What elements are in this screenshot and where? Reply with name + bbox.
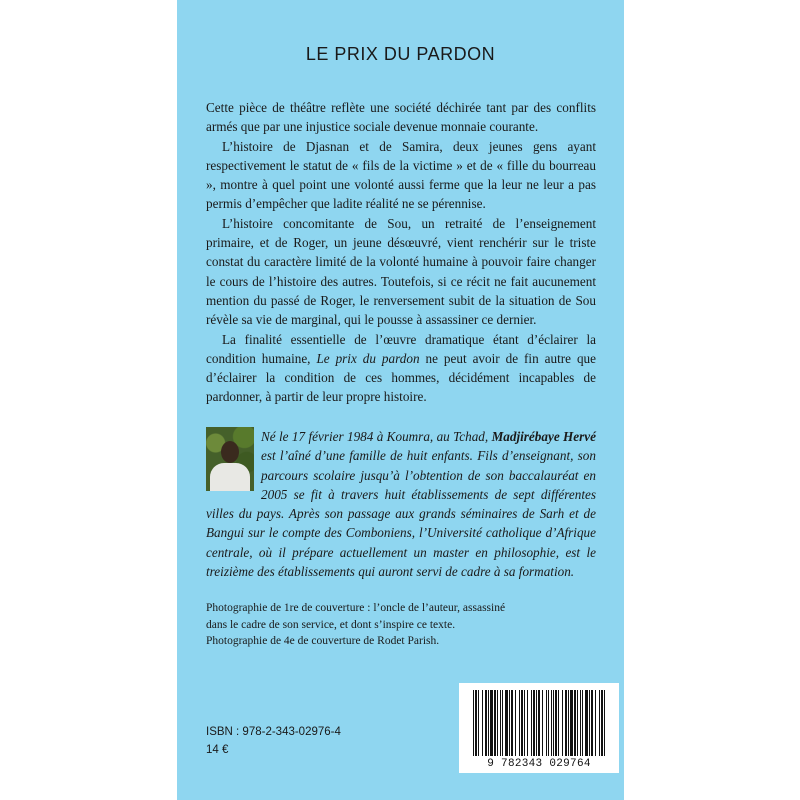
barcode-bar [519,690,520,756]
finale-book-title: Le prix du pardon [316,350,420,366]
photo-credits [206,600,506,650]
barcode-bar [536,690,537,756]
barcode-bar [555,690,557,756]
barcode-bar [601,690,603,756]
barcode-bar [551,690,552,756]
barcode-bar [604,690,605,756]
finale-text-start: La finalité essentielle de l’œuvre dramatique étant d’éclairer la condition humaine, [206,331,596,366]
barcode-bar [591,690,593,756]
barcode-bar [497,690,498,756]
barcode-bar [475,690,477,756]
synopsis-paragraph: L’histoire concomitante de Sou, un retraité de l’enseignement primaire, et de Roger, un jeune désœuvré, vient renchérir sur le triste constat du caractère limité de la volonté humaine à pouvoir faire changer le cours de l’histoire des autres. Toutefois, si ce récit ne fait aucunement mention du passé de Roger, le renversement subit de la situation de Sou révèle sa vie de marginal, qui le pousse à assassiner ce dernier. [206,215,596,328]
synopsis [206,98,596,407]
synopsis-paragraph-final [206,330,596,407]
credit-line: Photographie de 4e de couverture de Rodet Parish. [206,635,440,648]
barcode-bar [546,690,547,756]
back-cover [177,0,624,800]
barcode-bar [595,690,596,756]
barcode-number: 9 782343 029764 [487,758,591,770]
barcode-bar [482,690,483,756]
barcode-bar [589,690,590,756]
barcode-bar [542,690,543,756]
barcode-bar [565,690,567,756]
barcode-bar [570,690,573,756]
author-photo [206,427,254,491]
barcode-bar [502,690,503,756]
barcode-bar [599,690,600,756]
barcode-bar [538,690,540,756]
bio-text-start: Né le 17 février 1984 à Koumra, au Tchad, [261,429,492,444]
barcode-bar [490,690,493,756]
barcode-bar [580,690,581,756]
finale-text-end: ne peut avoir de fin autre que d’éclairer la condition de ces hommes, décidément incapables de pardonner, à partir de leur propre histoire. [206,350,596,405]
barcode-bar [568,690,569,756]
synopsis-paragraph: L’histoire de Djasnan et de Samira, deux jeunes gens ayant respectivement le statut de « fils de la victime » et de « fille du bourreau », montre à quel point une volonté aussi ferme que la leur ne leur a pas permis d’empêcher que ladite réalité ne se pérennise. [206,138,596,212]
book-title: LE PRIX DU PARDON [305,44,496,64]
isbn: ISBN : 978-2-343-02976-4 [206,726,341,738]
barcode-bar [494,690,496,756]
author-name: Madjirébaye Hervé [491,429,596,444]
credit-line: Photographie de 1re de couverture : l’oncle de l’auteur, assassiné dans le cadre de son service, et dont s’inspire ce texte. [206,602,506,631]
barcode-bar [531,690,532,756]
barcode-bar [582,690,583,756]
barcode-bar [562,690,563,756]
barcode-bar [553,690,554,756]
barcode-bar [577,690,578,756]
barcode [459,683,619,773]
barcode-bar [527,690,528,756]
barcode-bar [521,690,523,756]
barcode-bars [471,690,607,756]
price: 14 € [206,744,229,756]
barcode-bar [524,690,525,756]
barcode-bar [574,690,576,756]
barcode-bar [505,690,508,756]
barcode-bar [473,690,474,756]
barcode-bar [533,690,535,756]
author-bio [206,427,596,581]
synopsis-paragraph: Cette pièce de théâtre reflète une société déchirée tant par des conflits armés que par une injustice sociale devenue monnaie courante. [206,100,596,135]
barcode-bar [558,690,559,756]
bio-text-end: est l’aîné d’une famille de huit enfants. Fils d’enseignant, son parcours scolaire jusqu’à l’obtention de son baccalauréat en 2005 se fit à travers huit établissements de sept différentes villes du pays. Après son passage aux grands séminaires de Sarh et de Bangui sur le compte des Comboniens, l’Université catholique d’Afrique centrale, où il prépare actuellement un master en philosophie, est le treizième des établissements qui auront servi de cadre à sa formation. [206,448,596,580]
barcode-bar [478,690,479,756]
barcode-bar [485,690,487,756]
barcode-bar [585,690,588,756]
barcode-bar [488,690,489,756]
barcode-bar [511,690,513,756]
barcode-bar [500,690,501,756]
barcode-bar [548,690,549,756]
barcode-bar [515,690,516,756]
barcode-bar [509,690,510,756]
